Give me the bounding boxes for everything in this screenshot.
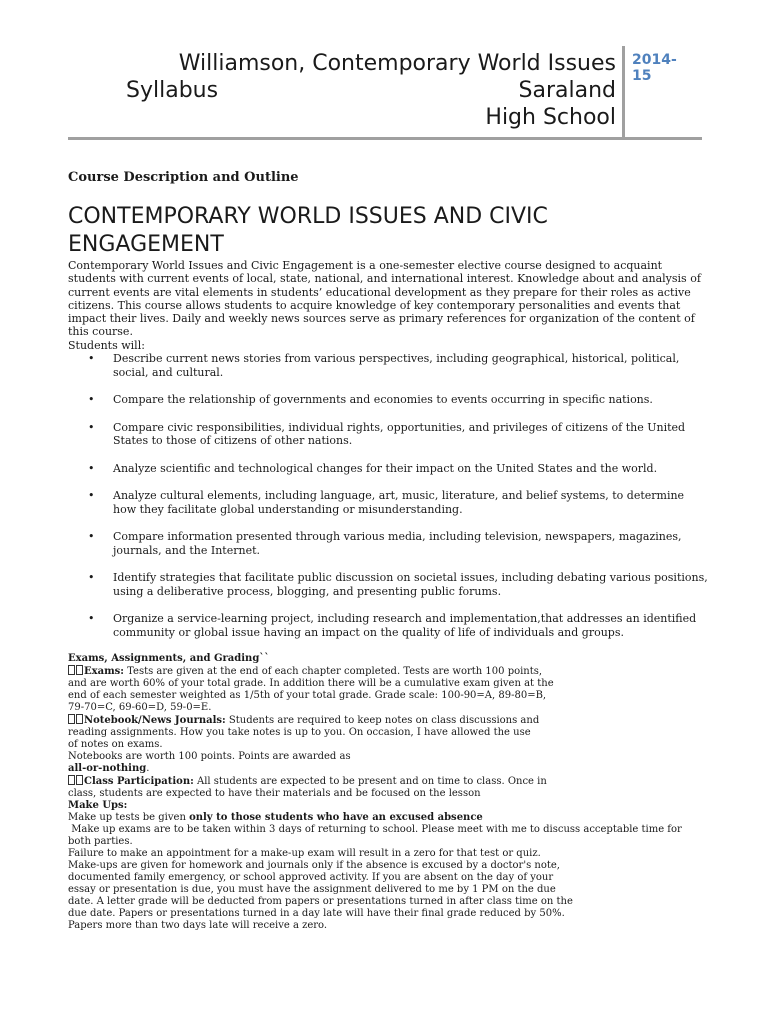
course-title: CONTEMPORARY WORLD ISSUES AND CIVIC ENGAGEMENT (68, 204, 548, 257)
notebook-line-3: of notes on exams. (68, 739, 163, 750)
notebook-label: Notebook/News Journals: (84, 715, 226, 726)
makeups-line-6: documented family emergency, or school approved activity. If you are absent on the day of your (68, 872, 554, 883)
objective-item: • Describe current news stories from various perspectives, including geographical, historical, political, social, and cultural. (68, 352, 708, 379)
header-line-2-right: Saraland (518, 78, 616, 103)
students-will-label: Students will: (68, 338, 145, 352)
notebook-text: Students are required to keep notes on class discussions and (225, 715, 540, 726)
participation-line-1 (68, 775, 708, 788)
notebook-line-1 (68, 714, 708, 727)
objective-item: • Analyze scientific and technological changes for their impact on the United States and the world. (68, 462, 708, 476)
exams-label: Exams: (84, 666, 124, 677)
header-divider (622, 46, 625, 138)
makeups-line-1-text: Make up tests be given (68, 812, 190, 823)
notebook-line-4: Notebooks are worth 100 points. Points are awarded as (68, 751, 351, 762)
makeups-line-1 (68, 812, 708, 824)
missing-glyph-icon (76, 714, 83, 724)
all-or-nothing-line (68, 763, 708, 775)
all-or-nothing: all-or-nothing (68, 763, 147, 774)
participation-label: Class Participation: (84, 776, 194, 787)
intro-paragraph: Contemporary World Issues and Civic Engagement is a one-semester elective course designed to acquaint students with current events of local, state, national, and international interest. Knowledge about and analysis of current events are vital elements in students’ educational development as they prepare for their roles as active citizens. This course allows students to acquire knowledge of key contemporary personalities and events that impact their lives. Daily and weekly news sources serve as primary references for organization of the content of this course. (68, 259, 701, 339)
exams-line-2: and are worth 60% of your total grade. In addition there will be a cumulative exam given at the (68, 678, 554, 689)
makeups-label: Make Ups: (68, 800, 128, 811)
objectives-list (68, 352, 708, 653)
makeups-line-5: Make-ups are given for homework and journals only if the absence is excused by a doctor's note, (68, 860, 560, 871)
objective-item: • Organize a service-learning project, including research and implementation,that addresses an identified community or global issue having an impact on the quality of life of individuals and groups. (68, 612, 708, 639)
header-line-2-left: Syllabus (126, 78, 219, 103)
grading-section (68, 653, 708, 932)
participation-line-2: class, students are expected to have their materials and be focused on the lesson (68, 788, 481, 799)
missing-glyph-icon (76, 775, 83, 785)
exams-text: Tests are given at the end of each chapter completed. Tests are worth 100 points, (123, 666, 543, 677)
missing-glyph-icon (68, 665, 75, 675)
header-year (632, 52, 692, 84)
header-title (126, 50, 616, 131)
notebook-line-2: reading assignments. How you take notes is up to you. On occasion, I have allowed the use (68, 727, 531, 738)
missing-glyph-icon (76, 665, 83, 675)
objective-item: • Compare civic responsibilities, individual rights, opportunities, and privileges of citizens of the United States to those of citizens of other nations. (68, 421, 708, 448)
header-rule (68, 137, 702, 140)
makeups-line-9: due date. Papers or presentations turned in a day late will have their final grade reduced by 50%. (68, 908, 565, 919)
makeups-line-4: Failure to make an appointment for a make-up exam will result in a zero for that test or quiz. (68, 848, 541, 859)
objective-item: • Compare information presented through various media, including television, newspapers, magazines, journals, and the Internet. (68, 530, 708, 557)
makeups-line-1-bold: only to those students who have an excused absence (189, 812, 483, 823)
participation-text: All students are expected to be present and on time to class. Once in (193, 776, 547, 787)
makeups-line-2: Make up exams are to be taken within 3 days of returning to school. Please meet with me to discuss acceptable time for (68, 824, 682, 835)
document-header (68, 46, 702, 138)
objective-item: • Analyze cultural elements, including language, art, music, literature, and belief systems, to determine how they facilitate global understanding or misunderstanding. (68, 489, 708, 516)
header-line-3: High School (485, 105, 616, 130)
makeups-line-8: date. A letter grade will be deducted from papers or presentations turned in after class time on the (68, 896, 573, 907)
header-line-1: Williamson, Contemporary World Issues (178, 51, 616, 76)
objective-item: • Identify strategies that facilitate public discussion on societal issues, including debating various positions, using a deliberative process, blogging, and presenting public forums. (68, 571, 708, 598)
missing-glyph-icon (68, 775, 75, 785)
makeups-line-7: essay or presentation is due, you must have the assignment delivered to me by 1 PM on the due (68, 884, 556, 895)
makeups-line-3: both parties. (68, 836, 133, 847)
intro-section (68, 259, 708, 352)
exams-line-1 (68, 665, 708, 678)
all-or-nothing-tail: . (146, 763, 150, 774)
section-heading: Course Description and Outline (68, 170, 299, 185)
makeups-line-10: Papers more than two days late will receive a zero. (68, 920, 328, 931)
exams-line-3: end of each semester weighted as 1/5th of your total grade. Grade scale: 100-90=A, 89-80=B, (68, 690, 547, 701)
year-line-1: 2014- (632, 52, 677, 68)
year-line-2: 15 (632, 68, 652, 84)
objective-item: • Compare the relationship of governments and economies to events occurring in specific nations. (68, 393, 708, 407)
missing-glyph-icon (68, 714, 75, 724)
grading-heading: Exams, Assignments, and Grading`` (68, 653, 270, 664)
exams-line-4: 79-70=C, 69-60=D, 59-0=E. (68, 702, 212, 713)
